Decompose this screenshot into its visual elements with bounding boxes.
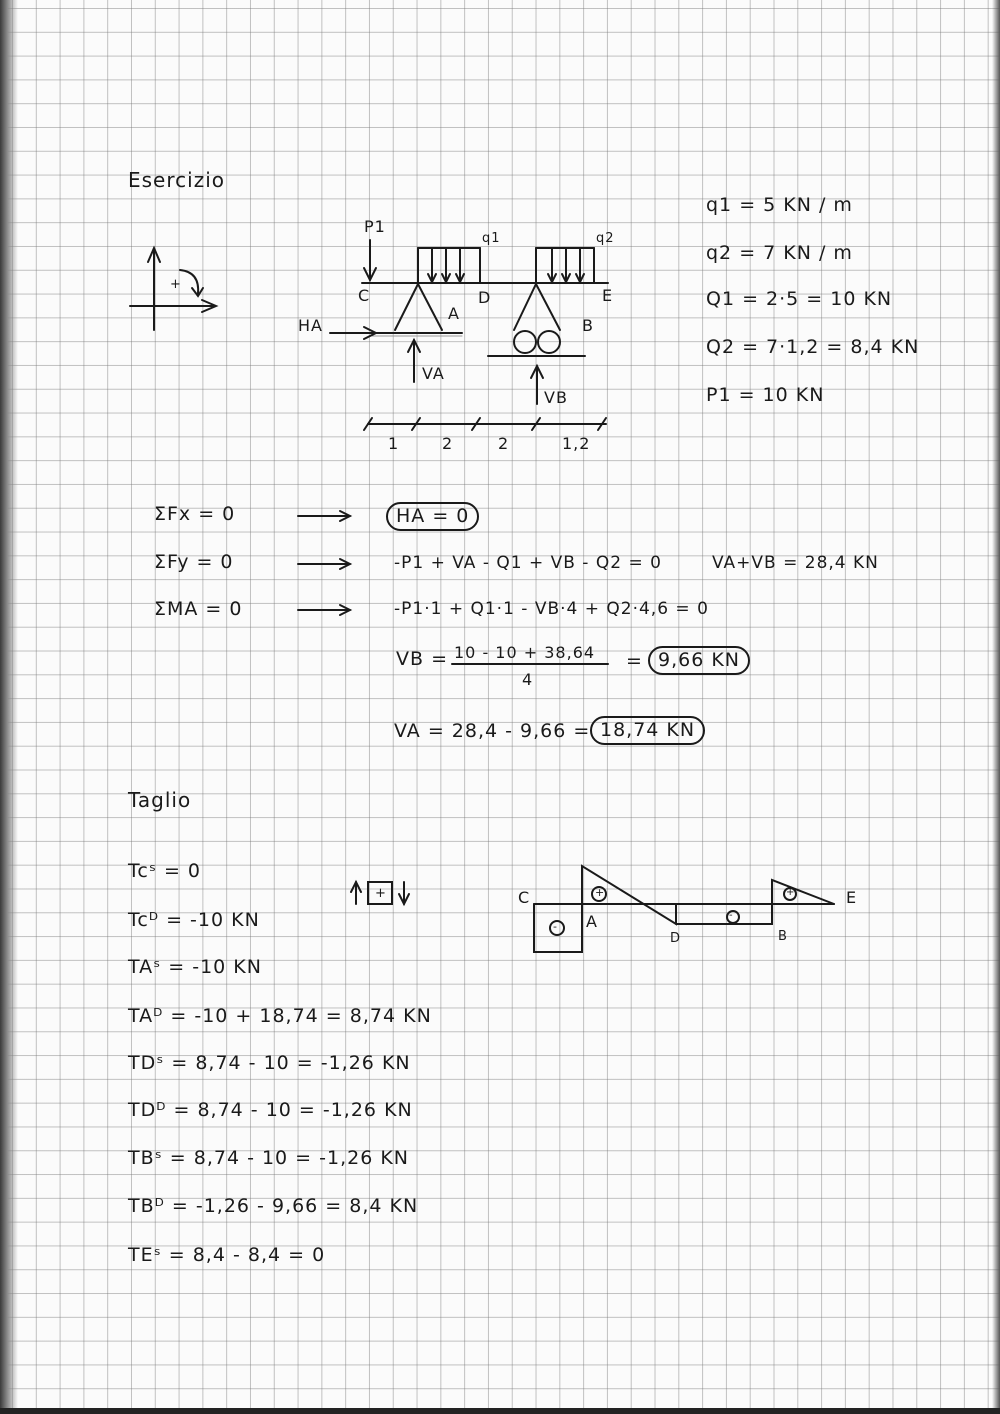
- shear-plus-b: +: [786, 887, 796, 898]
- fx-arrow-icon: [298, 511, 350, 521]
- label-e: E: [602, 286, 614, 305]
- fy-arrow-icon: [298, 559, 350, 569]
- eq-fy-label: ΣFy = 0: [154, 551, 234, 573]
- taglio-line-7: TBˢ = 8,74 - 10 = -1,26 KN: [128, 1147, 410, 1169]
- eq-ma-label: ΣMA = 0: [154, 598, 243, 620]
- label-p1: P1: [364, 217, 386, 236]
- vb-denominator: 4: [522, 670, 534, 689]
- label-b: B: [582, 316, 594, 335]
- shear-label-e: E: [846, 888, 858, 907]
- label-q2: q2: [596, 231, 615, 246]
- taglio-line-3: TAˢ = -10 KN: [128, 956, 262, 978]
- taglio-line-4: TAᴰ = -10 + 18,74 = 8,74 KN: [128, 1005, 432, 1027]
- dim-1: 1: [388, 434, 400, 453]
- eq-fy-sum: VA+VB = 28,4 KN: [712, 553, 879, 573]
- eq-ma-equation: -P1·1 + Q1·1 - VB·4 + Q2·4,6 = 0: [394, 599, 709, 619]
- sign-plus: +: [170, 277, 182, 292]
- dim-4: 1,2: [562, 434, 591, 453]
- taglio-convention-plus: +: [375, 886, 387, 901]
- taglio-title: Taglio: [128, 788, 192, 812]
- shear-minus-d: -: [729, 910, 734, 921]
- vb-lhs: VB =: [396, 648, 448, 670]
- p1-arrow-icon: [364, 240, 376, 280]
- label-d: D: [478, 288, 492, 307]
- given-q2: q2 = 7 KN / m: [706, 242, 853, 264]
- label-c: C: [358, 286, 371, 305]
- given-P1: P1 = 10 KN: [706, 384, 825, 406]
- vb-result: 9,66 KN: [648, 646, 750, 675]
- q1-load-icon: [418, 248, 480, 282]
- given-Q2: Q2 = 7·1,2 = 8,4 KN: [706, 336, 920, 358]
- eq-fy-equation: -P1 + VA - Q1 + VB - Q2 = 0: [394, 553, 662, 573]
- taglio-line-5: TDˢ = 8,74 - 10 = -1,26 KN: [128, 1052, 411, 1074]
- shear-label-a: A: [586, 912, 598, 931]
- eq-fx-result: HA = 0: [386, 502, 479, 531]
- vb-arrow-icon: [531, 366, 543, 404]
- dim-3: 2: [498, 434, 510, 453]
- va-equation: VA = 28,4 - 9,66 =: [394, 720, 591, 742]
- taglio-line-8: TBᴰ = -1,26 - 9,66 = 8,4 KN: [128, 1195, 419, 1217]
- dim-2: 2: [442, 434, 454, 453]
- label-ha: HA: [298, 316, 323, 335]
- eq-fx-label: ΣFx = 0: [154, 503, 236, 525]
- taglio-line-2: Tcᴰ = -10 KN: [128, 909, 260, 931]
- label-q1: q1: [482, 231, 501, 246]
- roller-support-b-icon: [488, 284, 585, 356]
- vb-numerator: 10 - 10 + 38,64: [454, 643, 596, 662]
- dimension-line: [364, 418, 606, 430]
- given-q1: q1 = 5 KN / m: [706, 194, 853, 216]
- vb-equals: =: [626, 650, 643, 672]
- label-a: A: [448, 304, 460, 323]
- ha-arrow-icon: [330, 327, 376, 339]
- taglio-line-6: TDᴰ = 8,74 - 10 = -1,26 KN: [128, 1099, 413, 1121]
- label-vb: VB: [544, 388, 568, 407]
- shear-diagram: [534, 866, 834, 952]
- taglio-line-9: TEˢ = 8,4 - 8,4 = 0: [128, 1244, 326, 1266]
- shear-label-d: D: [670, 931, 682, 946]
- page-title: Esercizio: [128, 168, 225, 192]
- label-va: VA: [422, 364, 445, 383]
- taglio-line-1: Tcˢ = 0: [128, 860, 201, 882]
- shear-label-b: B: [778, 929, 788, 944]
- q2-load-icon: [536, 248, 594, 282]
- va-arrow-icon: [408, 340, 420, 382]
- ma-arrow-icon: [298, 605, 350, 615]
- va-result: 18,74 KN: [590, 716, 705, 745]
- shear-plus-a: +: [595, 886, 606, 899]
- shear-minus-c: -: [553, 920, 558, 933]
- shear-label-c: C: [518, 888, 531, 907]
- given-Q1: Q1 = 2·5 = 10 KN: [706, 288, 893, 310]
